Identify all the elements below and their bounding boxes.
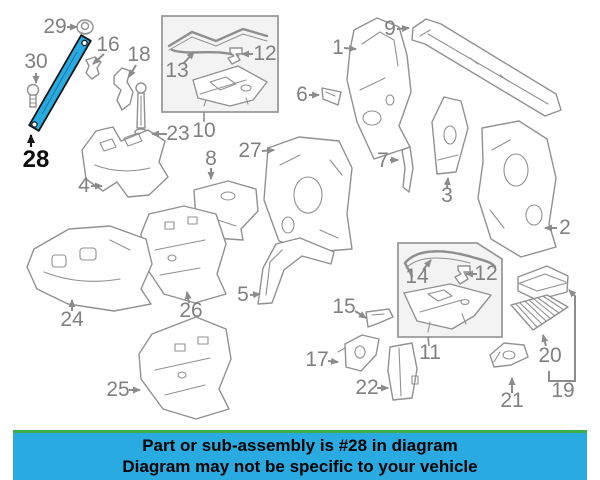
callout-8: 8 [205, 147, 217, 170]
part-27-drawing [264, 137, 352, 252]
callout-14: 14 [405, 265, 429, 288]
arrow-1 [344, 48, 356, 49]
part-26-drawing [141, 206, 226, 303]
callout-4: 4 [78, 174, 90, 197]
callout-12-upper: 12 [253, 42, 277, 65]
callout-28-highlighted: 28 [22, 146, 50, 173]
part-6-drawing [322, 88, 341, 105]
arrow-27 [262, 150, 274, 151]
callout-3: 3 [441, 184, 453, 207]
arrow-17 [328, 361, 338, 362]
callout-29: 29 [43, 15, 67, 38]
arrow-9 [397, 28, 409, 29]
arrow-5 [250, 294, 260, 295]
part-22-drawing [388, 343, 418, 400]
part-24-drawing [27, 226, 152, 311]
part-19-drawing [518, 266, 568, 300]
callout-5: 5 [237, 283, 249, 306]
callout-24: 24 [60, 308, 84, 331]
part-25-drawing [139, 317, 231, 419]
banner-line-2: Diagram may not be specific to your vehicle [122, 457, 478, 476]
part-2-drawing [478, 121, 556, 257]
callout-16: 16 [96, 33, 120, 56]
part-9-drawing [412, 19, 561, 116]
part-1-drawing [347, 18, 411, 159]
part-30-drawing [28, 85, 39, 108]
banner-line-1: Part or sub-assembly is #28 in diagram [142, 436, 458, 455]
callout-22: 22 [355, 376, 379, 399]
part-15-drawing [366, 309, 393, 327]
callout-7: 7 [377, 149, 389, 172]
callout-20: 20 [538, 344, 562, 367]
callout-17: 17 [305, 348, 329, 371]
callout-15: 15 [332, 295, 356, 318]
callout-12-lower: 12 [474, 262, 498, 285]
callout-23: 23 [166, 122, 190, 145]
callout-18: 18 [127, 43, 151, 66]
callout-6: 6 [296, 83, 308, 106]
callout-11: 11 [419, 341, 441, 364]
part-23-drawing [135, 83, 147, 135]
part-21-drawing [490, 343, 528, 367]
part-5-drawing [258, 238, 334, 304]
part-7-drawing [402, 147, 413, 192]
callout-25: 25 [106, 378, 130, 401]
part-29-drawing [77, 20, 93, 34]
callout-10: 10 [192, 119, 216, 142]
callout-21: 21 [500, 389, 524, 412]
highlight-notice-banner [13, 430, 587, 480]
callout-30: 30 [24, 50, 48, 73]
callout-9: 9 [384, 17, 396, 40]
callout-26: 26 [179, 299, 203, 322]
callout-1: 1 [332, 36, 344, 59]
callout-2: 2 [559, 216, 571, 239]
part-3-drawing [432, 97, 468, 174]
part-20-drawing [511, 295, 568, 330]
callout-13: 13 [165, 59, 189, 82]
part-16-drawing [86, 57, 101, 79]
callout-19: 19 [551, 379, 575, 402]
arrow-15 [355, 311, 366, 318]
part-17-drawing [338, 335, 379, 371]
callout-27: 27 [238, 139, 262, 162]
